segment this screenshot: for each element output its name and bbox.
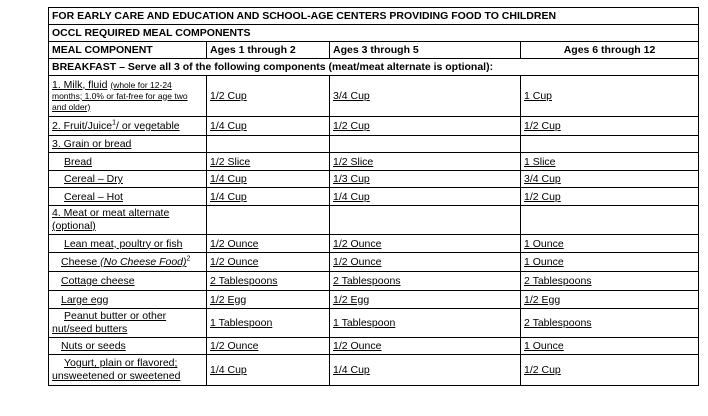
milk-label: 1. Milk, fluid (52, 78, 108, 91)
table-row (49, 309, 699, 338)
cell: 1/2 Ounce (207, 338, 330, 355)
cell: 1/2 Ounce (207, 235, 330, 253)
cell: 1/2 Slice (330, 153, 521, 171)
row-label: 4. Meat or meat alternate (optional) (49, 206, 207, 235)
table-row (49, 117, 699, 136)
cell: 1 Ounce (521, 253, 699, 272)
cell: 1/3 Cup (330, 171, 521, 188)
cell: 1 Cup (521, 76, 699, 117)
table-row (49, 171, 699, 188)
cell: 1/4 Cup (207, 117, 330, 136)
column-header-row (49, 42, 699, 59)
table-row (49, 355, 699, 386)
milk-note: (whole for 12-24 months; 1.0% or fat-free for age two and older) (52, 79, 188, 112)
cell: 1/2 Cup (330, 117, 521, 136)
cell: 1 Ounce (521, 338, 699, 355)
cell: 1 Slice (521, 153, 699, 171)
table-row (49, 338, 699, 355)
cell: 2 Tablespoons (207, 272, 330, 291)
table-row (49, 235, 699, 253)
column-header: Ages 3 through 5 (330, 42, 521, 59)
cell: 1/4 Cup (330, 188, 521, 206)
table-title: FOR EARLY CARE AND EDUCATION AND SCHOOL-AGE CENTERS PROVIDING FOOD TO CHILDREN (49, 8, 699, 25)
cell: 1/2 Ounce (207, 253, 330, 272)
table-row (49, 291, 699, 309)
cell: 1/2 Ounce (330, 253, 521, 272)
table-row (49, 206, 699, 235)
cell: 1/2 Egg (207, 291, 330, 309)
row-label: Cereal – Dry (49, 171, 207, 188)
row-label: Cereal – Hot (49, 188, 207, 206)
meal-components-table (48, 7, 699, 386)
row-label: Peanut butter or other nut/seed butters (49, 309, 207, 338)
section-title: BREAKFAST – Serve all 3 of the following components (meat/meat alternate is optional): (49, 59, 699, 76)
row-label: Nuts or seeds (49, 338, 207, 355)
cell: 1/2 Ounce (330, 338, 521, 355)
row-label: 2. Fruit/Juice$^1$/ or vegetable (49, 117, 207, 136)
row-label: Yogurt, plain or flavored; unsweetened or sweetened (49, 355, 207, 386)
cell: 2 Tablespoons (521, 309, 699, 338)
table-row (49, 253, 699, 272)
cell: 3/4 Cup (521, 171, 699, 188)
column-header: MEAL COMPONENT (49, 42, 207, 59)
table-row (49, 76, 699, 117)
cell: 1/2 Cup (521, 117, 699, 136)
cell: 1/4 Cup (207, 188, 330, 206)
cell: 1/4 Cup (330, 355, 521, 386)
cell: 1 Tablespoon (207, 309, 330, 338)
row-label: Cheese (No Cheese Food)$^2$ (49, 253, 207, 272)
table-subtitle: OCCL REQUIRED MEAL COMPONENTS (49, 25, 699, 42)
footnote-marker: 2 (186, 255, 191, 263)
cell: 2 Tablespoons (521, 272, 699, 291)
cell: 1/2 Ounce (330, 235, 521, 253)
row-label (49, 76, 207, 117)
column-header: Ages 1 through 2 (207, 42, 330, 59)
table-row (49, 136, 699, 153)
row-label: Lean meat, poultry or fish (49, 235, 207, 253)
cell: 1/4 Cup (207, 355, 330, 386)
table-row (49, 153, 699, 171)
footnote-marker: 1 (112, 119, 117, 127)
cell: 1/2 Slice (207, 153, 330, 171)
cell: 1/4 Cup (207, 171, 330, 188)
table-row (49, 272, 699, 291)
row-label: Bread (49, 153, 207, 171)
fruit-label: 2. Fruit/Juice (52, 120, 113, 132)
cell: 3/4 Cup (330, 76, 521, 117)
cell: 1/2 Egg (521, 291, 699, 309)
cell: 1/2 Egg (330, 291, 521, 309)
cell: 2 Tablespoons (330, 272, 521, 291)
row-label: Large egg (49, 291, 207, 309)
row-label: 3. Grain or bread (49, 136, 207, 153)
cell: 1 Tablespoon (330, 309, 521, 338)
cell: 1/2 Cup (207, 76, 330, 117)
column-header: Ages 6 through 12 (521, 42, 699, 59)
row-label: Cottage cheese (49, 272, 207, 291)
cell: 1/2 Cup (521, 355, 699, 386)
cell: 1 Ounce (521, 235, 699, 253)
cell: 1/2 Cup (521, 188, 699, 206)
table-row (49, 188, 699, 206)
